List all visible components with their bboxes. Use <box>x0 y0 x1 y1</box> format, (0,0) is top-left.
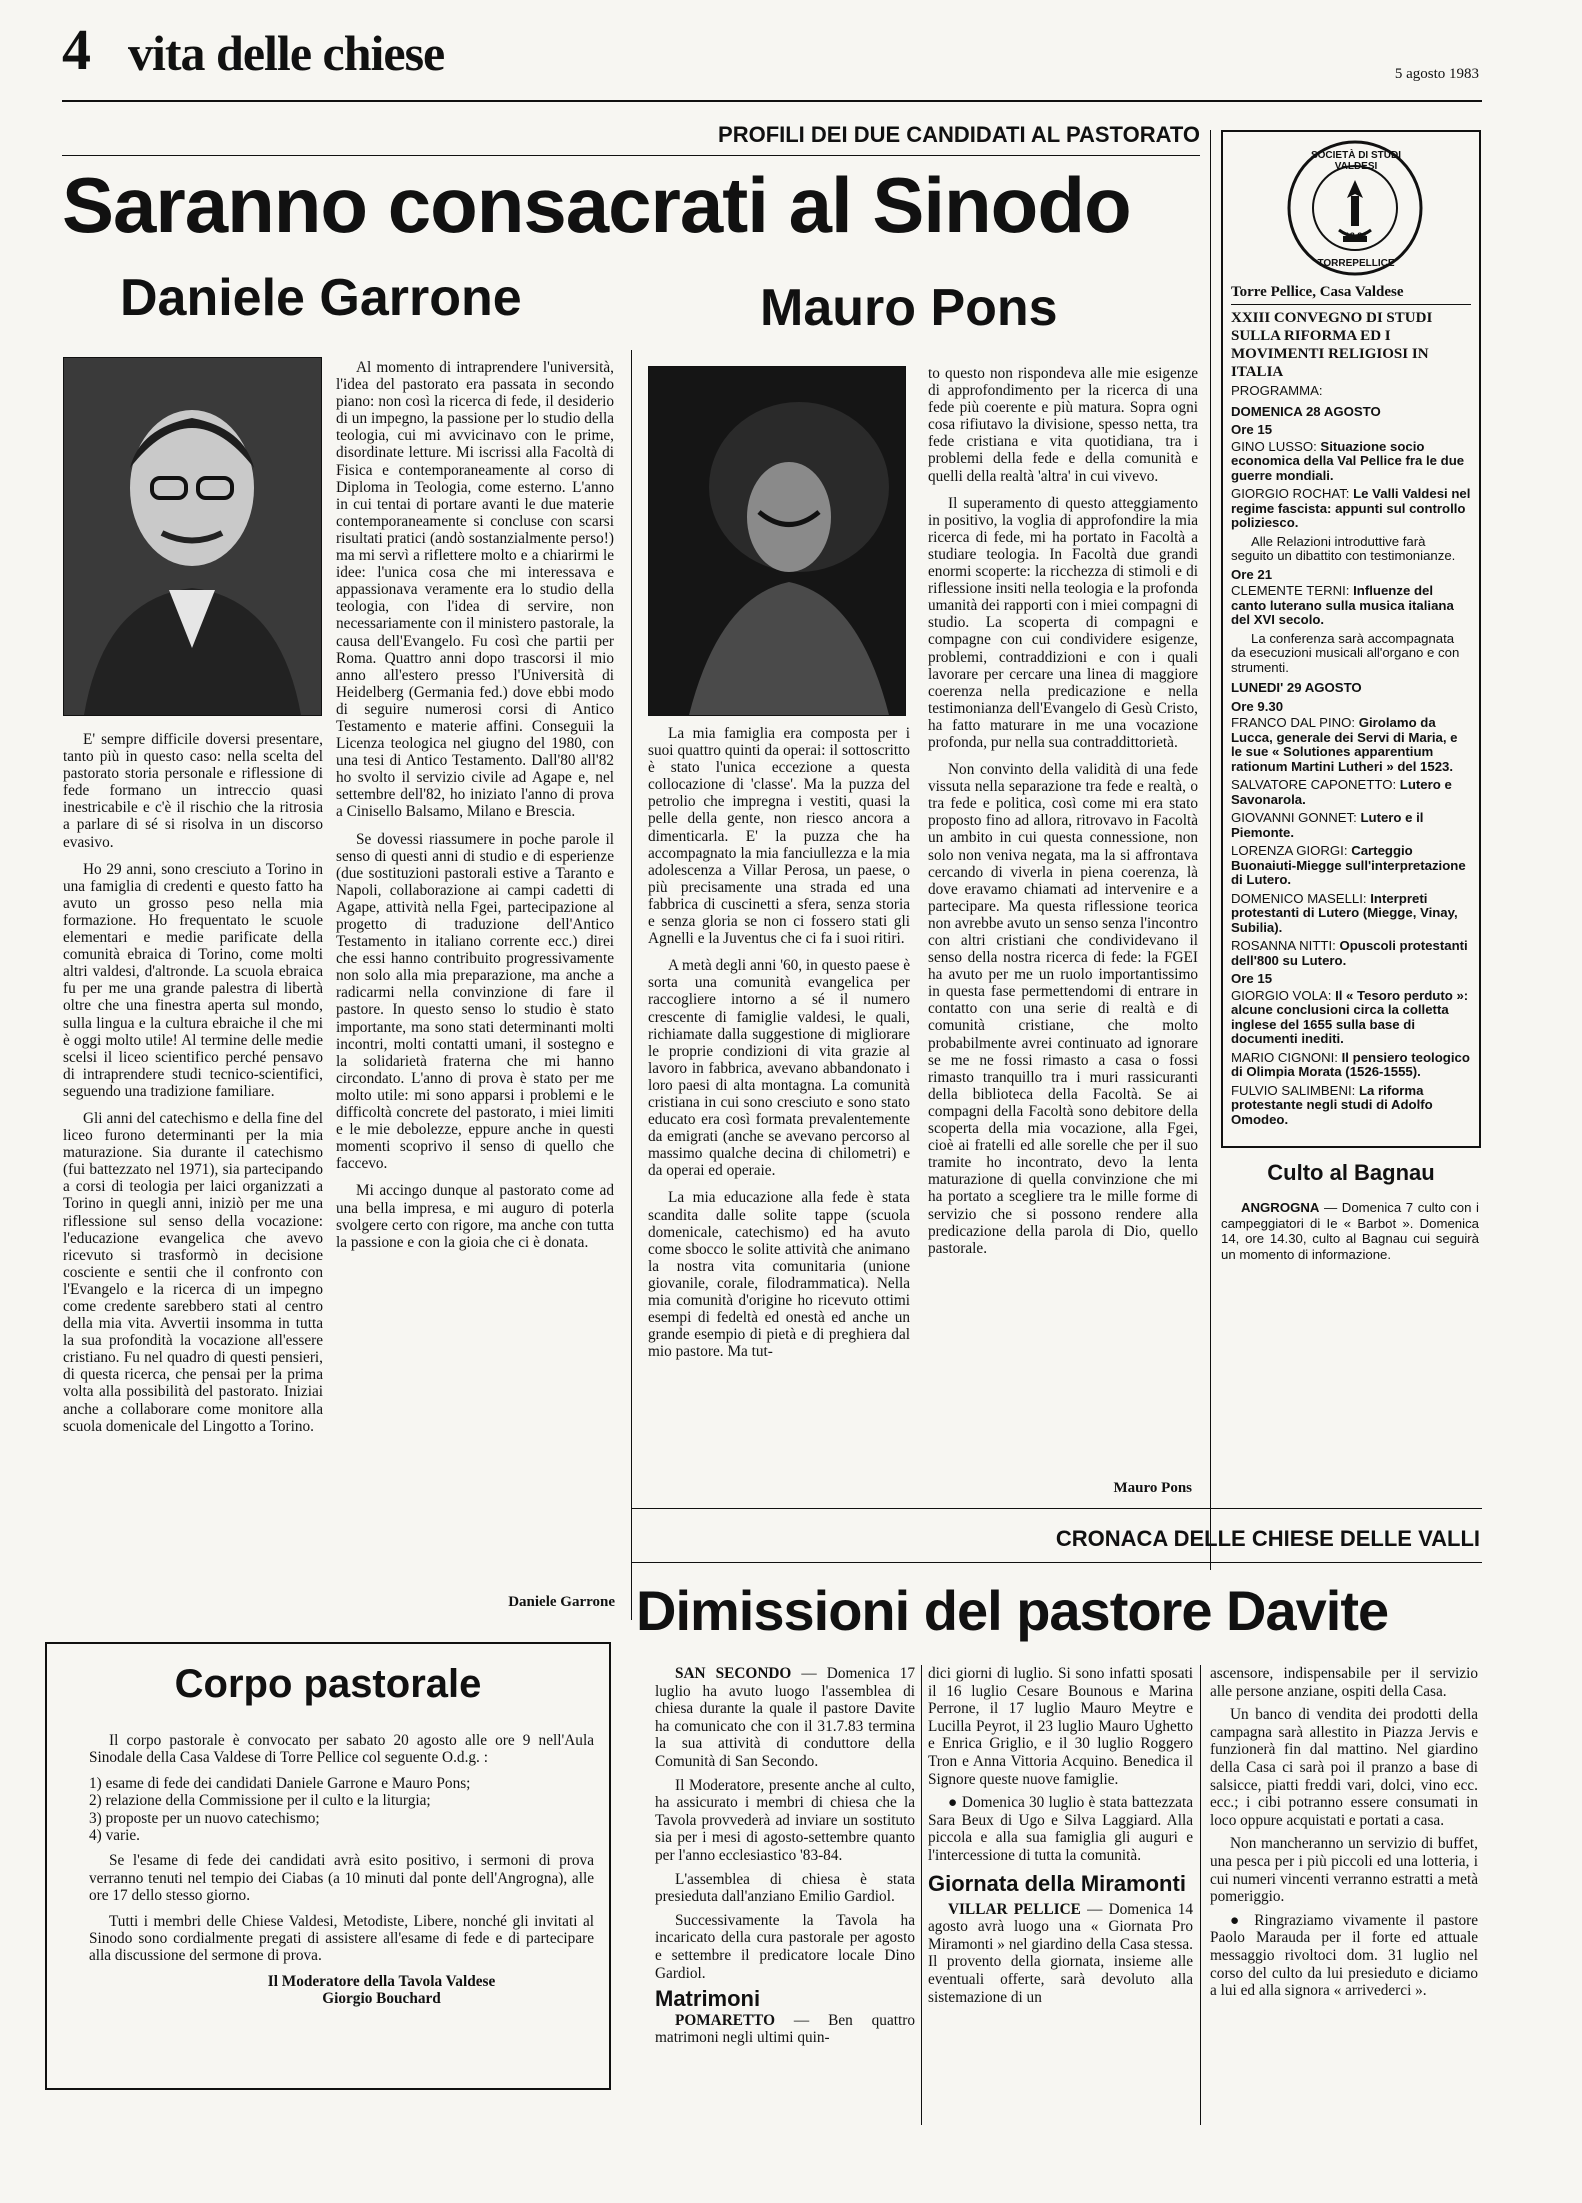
paragraph-text: — Domenica 17 luglio ha avuto luogo l'assemblea di chiesa durante la quale il pastore Davite ha comunicato che con il 31.7.83 termina la sua attività di conduttore della Comunità di San Secondo. <box>655 1665 915 1770</box>
kicker-rule <box>62 155 1200 156</box>
paragraph: Se dovessi riassumere in poche parole il senso di questi anni di studio e di esperienze (due sostituzioni pastorali estive a Taranto e Napoli, collaborazione ai campi cadetti di Agape, attività nella Fgei, partecipazione al progetto di traduzione dell'Antico Testamento in italiano corrente ecc.) direi che essi hanno contribuito progressivamente non solo alla mia preparazione, ma anche a radicarmi nella convinzione di fare il pastore. In questo senso lo studio è stato importante, ma sono stati determinanti molti incontri, molti contatti umani, il sostegno e la solidarietà fraterna che mi hanno circondato. L'anno di prova è stato per me molto utile: mi sono apparsi i problemi e le difficoltà concrete del pastorato, i miei limiti e le mie debolezze, eppure anche in questi momenti scoprivo il senso di quello che faccevo. <box>336 830 614 1173</box>
garrone-column-1 <box>63 731 323 1445</box>
pons-column-1 <box>648 725 910 1370</box>
program-list <box>1231 405 1471 1128</box>
program-hour: Ore 15 <box>1231 971 1273 986</box>
seal-ring-top: SOCIETÀ DI STUDI VALDESI <box>1310 150 1401 172</box>
program-topic: Opuscoli protestanti dell'800 su Lutero. <box>1231 938 1468 968</box>
program-item <box>1231 892 1471 936</box>
convegno-body <box>1231 284 1471 1131</box>
garrone-signature: Daniele Garrone <box>508 1594 615 1610</box>
garrone-name: Daniele Garrone <box>120 269 522 327</box>
program-hour: Ore 21 <box>1231 566 1273 582</box>
program-item <box>1231 844 1471 888</box>
program-item <box>1231 440 1471 484</box>
program-item <box>1231 487 1471 531</box>
bagnau-body: — Domenica 7 culto con i campeggiatori di Ie « Barbot ». Domenica 14, ore 14.30, culto al Bagnau cui seguirà un momento di informazione. <box>1221 1200 1479 1262</box>
program-topic: Le Valli Valdesi nel regime fascista: appunti sul controllo poliziesco. <box>1231 486 1471 530</box>
seal-ring-bottom: TORREPELLICE <box>1317 258 1395 269</box>
program-speaker: GIOVANNI GONNET: <box>1231 810 1361 825</box>
program-topic: Situazione socio economica della Val Pellice fra le due guerre mondiali. <box>1231 438 1465 483</box>
program-topic: Girolamo da Lucca, generale dei Servi di Maria, e le sue « Solutiones apparentium rationum Martini Lutheri » del 1523. <box>1231 715 1458 774</box>
kicker: PROFILI DEI DUE CANDIDATI AL PASTORATO <box>718 122 1200 147</box>
paragraph: to questo non rispondeva alle mie esigenze di approfondimento per la ricerca di una fede più coerente e più matura. Sopra ogni cosa rifiutavo la divisione, spesso netta, tra fede cristiana e vita quotidiana, tra i problemi della fede e della comunità e quelli della realtà 'altra' in cui vivevo. <box>928 365 1198 485</box>
paragraph <box>655 1665 915 1771</box>
cronaca-rule <box>632 1562 1482 1563</box>
program-item <box>1231 716 1471 774</box>
matrimoni-title: Matrimoni <box>655 1986 761 2012</box>
paragraph: La mia famiglia era composta per i suoi quattro quinti da operai: il sottoscritto è stato l'unica eccezione a questa collocazione di 'classe'. Ma la puzza del petrolio che impregna i vestiti, quasi la pelle della gente, non riesco ancora a dimenticarla. E' la puzza che ha accompagnato la mia fanciullezza e la mia adolescenza a Villar Perosa, un paese, o più precisamente una strada ed una fabbrica di cuscinetti a sfera, senza storia e senza gloria se non ci fossero stati gli Agnelli e la Juventus che ci fa i suoi ritiri. <box>648 725 910 948</box>
pons-portrait-icon <box>649 367 905 715</box>
program-speaker: GIORGIO ROCHAT: <box>1231 486 1354 501</box>
paragraph: L'assemblea di chiesa è stata presieduta dall'anziano Emilio Gardiol. <box>655 1870 915 1906</box>
column-divider <box>921 1665 922 2125</box>
program-speaker: LORENZA GIORGI: <box>1231 843 1352 858</box>
place-name: SAN SECONDO <box>675 1665 792 1682</box>
place-name: VILLAR PELLICE <box>948 1900 1081 1918</box>
place-name: POMARETTO <box>675 2011 776 2029</box>
cronaca-kicker: CRONACA DELLE CHIESE DELLE VALLI <box>1055 1526 1480 1551</box>
program-item <box>1231 989 1471 1047</box>
program-item <box>1231 811 1471 840</box>
corpo-title: Corpo pastorale <box>174 1662 482 1706</box>
program-topic: Il « Tesoro perduto »: alcune conclusioni circa la colletta inglese del 1655 sulla base di documenti inediti. <box>1231 987 1469 1046</box>
bullet-icon: ● <box>1230 1911 1255 1929</box>
program-topic: Lutero e Savonarola. <box>1231 777 1452 807</box>
program-note: La conferenza sarà accompagnata da esecuzioni musicali all'organo e con strumenti. <box>1231 630 1460 675</box>
program-speaker: GIORGIO VOLA: <box>1231 987 1336 1003</box>
program-item <box>1231 1084 1471 1128</box>
program-topic: La riforma protestante negli studi di Adolfo Omodeo. <box>1231 1082 1433 1127</box>
agenda-item: 2) relazione della Commissione per il culto e la liturgia; <box>89 1792 431 1810</box>
program-speaker: GINO LUSSO: <box>1231 438 1321 454</box>
corpo-sign-name: Giorgio Bouchard <box>322 1990 441 2008</box>
main-headline: Saranno consacrati al Sinodo <box>62 161 1131 249</box>
program-label: PROGRAMMA: <box>1231 383 1323 398</box>
section-title: vita delle chiese <box>128 25 445 81</box>
davite-headline: Dimissioni del pastore Davite <box>636 1579 1389 1642</box>
program-speaker: FULVIO SALIMBENI: <box>1231 1082 1359 1098</box>
cronaca-top-rule <box>632 1508 1482 1509</box>
program-speaker: FRANCO DAL PINO: <box>1231 715 1359 730</box>
program-hour: Ore 15 <box>1231 422 1273 437</box>
paragraph-text: — Ben quattro matrimoni negli ultimi quin- <box>655 2011 915 2047</box>
pons-column-2 <box>928 365 1198 1267</box>
bagnau-place: ANGROGNA <box>1241 1200 1320 1215</box>
miramonti-title: Giornata della Miramonti <box>928 1870 1186 1896</box>
pons-signature: Mauro Pons <box>1113 1480 1192 1496</box>
paragraph-text: Domenica 30 luglio è stata battezzata Sara Beux di Ugo e Silva Laggiard. Alla piccola e alla sua famiglia gli auguri e l'intercessione di tutta la comunità. <box>928 1794 1193 1864</box>
paragraph: Il superamento di questo atteggiamento in positivo, la voglia di approfondire la mia ricerca di fede, mi ha portato in Facoltà a studiare teologia. In Facoltà due grandi enormi scoperte: la ricchezza di stimoli e di riflessione insiti nella teologia e la profonda umanità dei rapporti con i miei compagni di studio. La scoperta di compagni e compagne con cui condividere esigenze, problemi, contraddizioni e con i quali lavorare per cercare una linea di maggiore coerenza nella predicazione e nella testimonianza dell'Evangelo di Gesù Cristo, ha fatto maturare in me una vocazione profonda, pur nella sua contraddittorietà. <box>928 494 1198 751</box>
paragraph <box>1210 1912 1478 2000</box>
convegno-location: Torre Pellice, Casa Valdese <box>1231 284 1471 305</box>
davite-column-2 <box>928 1665 1193 2012</box>
corpo-sign-role: Il Moderatore della Tavola Valdese <box>267 1972 496 1990</box>
pons-name: Mauro Pons <box>760 279 1058 337</box>
program-topic: Lutero e il Piemonte. <box>1231 810 1424 840</box>
seal-year: 18 81 <box>1344 231 1368 241</box>
pons-photo <box>648 366 906 716</box>
bagnau-title: Culto al Bagnau <box>1267 1160 1435 1185</box>
program-topic: Carteggio Buonaiuti-Miegge sull'interpretazione di Lutero. <box>1231 843 1466 887</box>
program-speaker: ROSANNA NITTI: <box>1231 938 1340 953</box>
program-day: DOMENICA 28 AGOSTO <box>1231 403 1381 419</box>
bullet-icon: ● <box>948 1794 962 1812</box>
paragraph <box>928 1794 1193 1864</box>
paragraph: Un banco di vendita dei prodotti della campagna sarà allestito in Piazza Jervis e funzionerà fin dal mattino. Nel giardino della Casa ci sarà poi il pranzo a base di salsicce, piatti freddi vari, dolci, vino ecc. ecc.; i cibi potranno essere consumati in loco oppure acquistati e portati a casa. <box>1210 1706 1478 1829</box>
program-speaker: SALVATORE CAPONETTO: <box>1231 777 1400 792</box>
convegno-box <box>1221 130 1481 1148</box>
davite-column-1 <box>655 1665 915 2053</box>
corpo-body <box>89 1732 594 2008</box>
agenda-item: 1) esame di fede dei candidati Daniele Garrone e Mauro Pons; <box>89 1774 471 1792</box>
program-topic: Interpreti protestanti di Lutero (Miegge, Vinay, Subilia). <box>1231 890 1458 935</box>
program-item <box>1231 778 1471 807</box>
agenda-item: 4) varie. <box>89 1827 140 1845</box>
paragraph: dici giorni di luglio. Si sono infatti sposati il 16 luglio Cesare Bounous e Marina Perrone, il 17 luglio Mauro Meytre e Lucilla Peyrot, il 23 luglio Mauro Ughetto e Enrica Griglio, e il 30 luglio Roggero Tron e Anna Vittoria Acquino. Benedica il Signore queste nuove famiglie. <box>928 1665 1193 1788</box>
paragraph: Ho 29 anni, sono cresciuto a Torino in una famiglia di credenti e questo fatto ha avuto un grosso peso nella mia formazione. Ho frequentato le scuole elementari e medie parificate della comunità ebraica di Torino, come molti altri valdesi, d'altronde. La scuola ebraica fu per me una grande palestra di libertà oltre che una finestra aperta sul mondo, sulla lingua e la cultura ebraiche il che mi è oggi molto utile! Al termine delle medie scelsi il liceo scientifico perché pensavo di intraprendere studi tecnico-scientifici, seguendo una tradizione familiare. <box>63 860 323 1100</box>
program-hour: Ore 9.30 <box>1231 698 1284 714</box>
program-speaker: MARIO CIGNONI: <box>1231 1049 1342 1065</box>
masthead-rule <box>62 100 1482 102</box>
program-item <box>1231 1051 1471 1080</box>
davite-column-3 <box>1210 1665 1478 2006</box>
program-speaker: CLEMENTE TERNI: <box>1231 583 1354 598</box>
paragraph: A metà degli anni '60, in questo paese è sorta una comunità evangelica per raccogliere intorno a sé il numero crescente di famiglie valdesi, le quali, richiamate dalla suggestione di migliorare le proprie condizioni di vita grazie al lavoro in fabbrica, avevano abbandonato i loro paesi di alta montagna. La comunità cristiana in cui sono cresciuto e sono stato educato era così formata prevalentemente da emigrati (anche se avevano percorso al massimo qualche decina di chilometri) e da operai ed operaie. <box>648 957 910 1180</box>
paragraph-text: — Domenica 14 agosto avrà luogo una « Giornata Pro Miramonti » nel giardino della Casa stessa. Il provento della giornata, insieme alle eventuali offerte, sarà devoluto alla sistemazione di un <box>928 1900 1193 2006</box>
column-divider <box>1200 1665 1201 2125</box>
corpo-paragraph: Se l'esame di fede dei candidati avrà esito positivo, i sermoni di prova verranno tenuti nel tempio dei Ciabas (a 10 minuti dal ponte dell'Angrogna), alle ore 17 dello stesso giorno. <box>89 1852 594 1905</box>
program-day: LUNEDI' 29 AGOSTO <box>1231 680 1362 695</box>
paragraph-text: Ringraziamo vivamente il pastore Paolo Marauda per il forte ed attuale messaggio rivoltoci dom. 31 luglio nel corso del culto da lui presieduto e diciamo a lui ed alla signora « arrivederci ». <box>1210 1911 1478 2000</box>
convegno-title: XXIII CONVEGNO DI STUDI SULLA RIFORMA ED I MOVIMENTI RELIGIOSI IN ITALIA <box>1231 310 1433 380</box>
paragraph: La mia educazione alla fede è stata scandita dalle solite tappe (scuola domenicale, catechismo) ed ha avuto come sbocco le solite attività che animano la nostra vita comunitaria (unione giovanile, corale, filodrammatica). Nella mia comunità d'origine ho ricevuto ottimi esempi di fedeltà ed onestà ed anche un grande esempio di pietà e di preghiera dal mio pastore. Ma tut- <box>648 1189 910 1361</box>
paragraph <box>928 1901 1193 2007</box>
agenda-list <box>89 1775 594 1845</box>
program-topic: Il pensiero teologico di Olimpia Morata (1526-1555). <box>1231 1049 1470 1079</box>
page-number: 4 <box>62 17 91 82</box>
program <box>1231 384 1471 1127</box>
program-item <box>1231 939 1471 968</box>
issue-date: 5 agosto 1983 <box>1394 66 1479 82</box>
program-item <box>1231 584 1471 628</box>
paragraph: Al momento di intraprendere l'università, l'idea del pastorato era passata in secondo piano: non così la ricerca di fede, il desiderio di un impegno, la passione per lo studio della teologia, cui mi avvicinavo con le prime, disordinate letture. Mi iscrissi alla Facoltà di Fisica e contemporaneamente al corso di Diploma in Teologia, come esterno. L'anno in cui tentai di portare avanti le due materie contemporaneamente si concluse con scarsi risultati pratici (andò sostanzialmente perso!) ma mi servì a riflettere molto e a chiarirmi le idee: l'unica cosa che mi interessava e appassionava veramente era lo studio della teologia, con l'idea di servire, non necessariamente con il ministero pastorale, la causa dell'Evangelo. Fu così che partii per Roma. Quattro anni dopo trascorsi il mio anno all'estero presso l'Università di Heidelberg (Germania fed.) dove ebbi modo di seguire numerosi corsi di Antico Testamento e materie affini. Conseguii la Licenza teologica nel giugno del 1980, con una tesi di Antico Testamento. Dall'80 all'82 ho svolto il servizio civile ad Agape e, nel settembre dell'82, ho iniziato l'anno di prova a Cinisello Balsamo, Milano e Brescia. <box>336 359 614 821</box>
paragraph: Mi accingo dunque al pastorato come ad una bella impresa, e mi auguro di poterla svolgere certo con rigore, ma anche con tutta la passione e con la gioia che ci è donata. <box>336 1182 614 1251</box>
column-divider <box>1210 130 1211 1570</box>
agenda-item: 3) proposte per un nuovo catechismo; <box>89 1809 320 1827</box>
paragraph: Non convinto della validità di una fede vissuta nella separazione tra fede e realtà, o tra fede e politica, così come mi era stato proposto fino ad allora, ritrovavo in Facoltà un ambito in cui questa connessione, non solo non veniva negata, ma la si affrontava cercando di viverla in piena coerenza, là dove eravamo chiamati ad intervenire e a partecipare. Ma questa riflessione teorica non avrebbe avuto un senso senza l'incontro con altri cristiani che condividevano il senso della nostra ricerca di fede: la FGEI ha avuto per me un ruolo importantissimo in questa fase permettendomi di entrare in contatto con una serie di realtà e di comunità cristiane, che molto probabilmente avrei continuato ad ignorare se me ne fossi rimasto a casa o fossi rimasto tranquillo tra i muri rassicuranti della biblioteca della Facoltà. Se ai compagni della Facoltà sono debitore della scoperta della mia vocazione, alla Fgei, cioè ai fratelli ed alle sorelle che per il suo tramite ho incontrato, devo la lenta maturazione di quella convinzione che mi ha portato a scegliere tra le mille forme di servizio che si possono rendere alla predicazione della parola di Dio, quello pastorale. <box>928 761 1198 1257</box>
paragraph: Non mancheranno un servizio di buffet, una pesca per i più piccoli ed una lotteria, i cui numeri vincenti verranno estratti a metà pomeriggio. <box>1210 1835 1478 1906</box>
corpo-intro: Il corpo pastorale è convocato per sabato 20 agosto alle ore 9 nell'Aula Sinodale della Casa Valdese di Torre Pellice col seguente O.d.g. : <box>89 1732 594 1767</box>
bagnau-text <box>1221 1200 1479 1262</box>
program-speaker: DOMENICO MASELLI: <box>1231 890 1371 906</box>
paragraph: E' sempre difficile doversi presentare, tanto più in questo caso: nella scelta del pastorato storia personale e riflessione di fede formano un intreccio quasi inestricabile e c'è il rischio che la ritrosia a parlare di sé si risolva in un discorso evasivo. <box>63 731 323 851</box>
paragraph: Successivamente la Tavola ha incaricato della cura pastorale per agosto e settembre il predicatore locale Dino Gardiol. <box>655 1911 915 1982</box>
column-divider <box>631 350 632 1620</box>
program-note: Alle Relazioni introduttive farà seguito un dibattito con testimonianze. <box>1231 533 1456 563</box>
garrone-column-2 <box>336 359 614 1261</box>
paragraph: ascensore, indispensabile per il servizio alle persone anziane, ospiti della Casa. <box>1210 1665 1478 1700</box>
paragraph: Il Moderatore, presente anche al culto, ha assicurato i membri di chiesa che la Tavola provvederà ad inviare un sostituto sia per i mesi di agosto-settembre quanto per l'anno ecclesiastico '83-84. <box>655 1776 915 1864</box>
corpo-paragraph: Tutti i membri delle Chiese Valdesi, Metodiste, Libere, nonché gli invitati al Sinodo sono cordialmente pregati di assistere all'esame di fede e di partecipare alla discussione del sermone di prova. <box>89 1912 594 1965</box>
paragraph <box>655 2012 915 2047</box>
program-topic: Influenze del canto luterano sulla musica italiana del XVI secolo. <box>1231 583 1454 627</box>
garrone-portrait-icon <box>64 358 321 715</box>
corpo-pastorale-box <box>45 1642 611 2090</box>
paragraph: Gli anni del catechismo e della fine del liceo furono determinanti per la mia maturazione. Sia durante il catechismo (fui battezzato nel 1971), sia partecipando a corsi di teologia per laici organizzati a Torino in quegli anni, iniziò per me una riflessione sul senso della vocazione: l'educazione evangelica che avevo ricevuto si trasformò in decisione cosciente e sentii che il confronto con l'Evangelo e la ricerca di un impegno come credente sarebbero stati al centro della mia vita. Avvertii insomma in tutta la sua profondità la vocazione all'essere cristiano. Fu nel quadro di questi pensieri, di questa ricerca, che pensai per la prima volta alla possibilità del pastorato. Iniziai anche a collaborare come monitore alla scuola domenicale del Lingotto a Torino. <box>63 1109 323 1435</box>
garrone-photo <box>63 357 322 716</box>
